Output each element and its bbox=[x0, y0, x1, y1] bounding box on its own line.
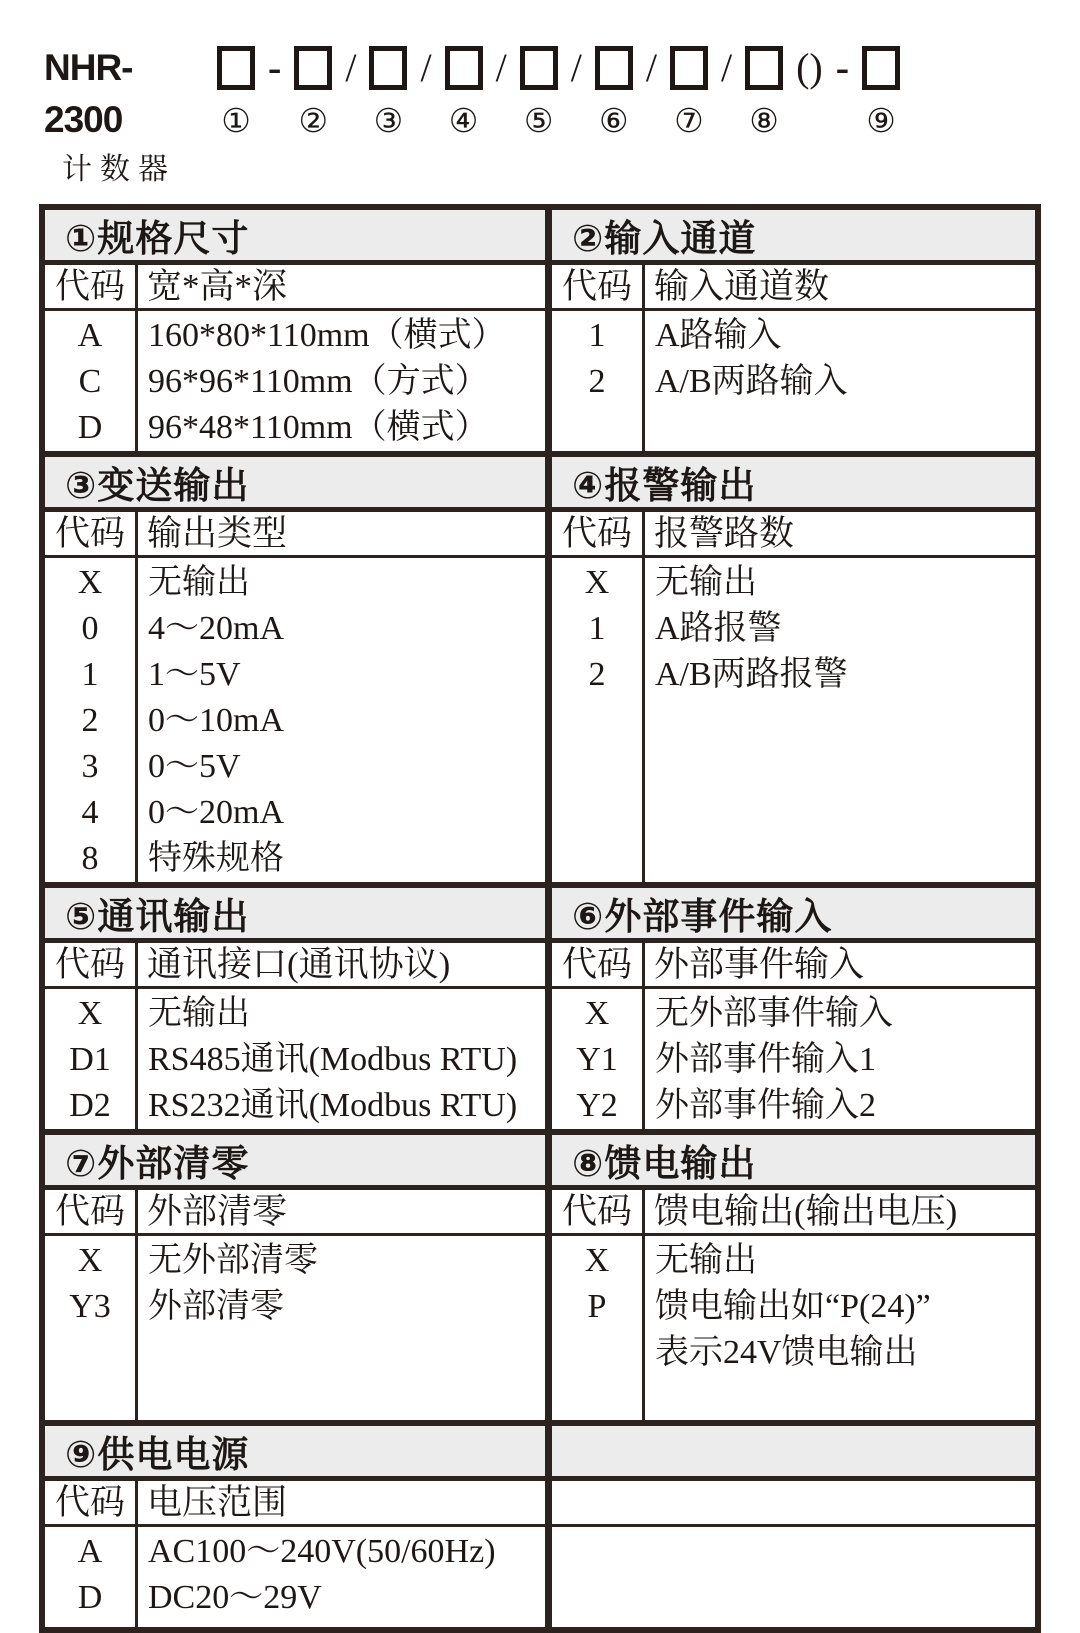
separator-glyph: () bbox=[796, 45, 823, 90]
desc-cell: 0～5V bbox=[148, 748, 241, 785]
table-band-3 bbox=[45, 882, 1035, 1129]
empty-column-header-row bbox=[552, 1481, 1035, 1527]
separator bbox=[345, 42, 356, 144]
separator bbox=[496, 42, 507, 144]
code-box bbox=[217, 46, 255, 90]
code-cell bbox=[552, 1330, 642, 1376]
desc-cell: 无输出 bbox=[655, 1242, 757, 1279]
separator-glyph: - bbox=[835, 45, 850, 90]
code-cell: X bbox=[77, 995, 103, 1032]
desc-cell: A/B两路报警 bbox=[655, 656, 848, 693]
desc-cell: 无输出 bbox=[655, 564, 757, 601]
section-body bbox=[552, 558, 1035, 882]
desc-cell: 外部事件输入1 bbox=[655, 1041, 876, 1078]
empty-section-body bbox=[552, 1527, 1035, 1627]
model-name: NHR-2300 bbox=[44, 47, 133, 140]
box-index-label: ⑦ bbox=[674, 104, 704, 140]
section-body bbox=[45, 989, 545, 1129]
desc-cell: 外部清零 bbox=[148, 1288, 284, 1325]
separator-glyph: / bbox=[420, 45, 432, 90]
separator-glyph: - bbox=[268, 45, 282, 90]
model-block bbox=[44, 42, 194, 188]
desc-cells bbox=[138, 1236, 545, 1420]
code-column-header: 代码 bbox=[552, 512, 645, 555]
ordering-table bbox=[39, 204, 1041, 1633]
code-cell: X bbox=[584, 1242, 610, 1279]
separator-glyph: / bbox=[645, 45, 657, 90]
desc-cell: DC20～29V bbox=[148, 1579, 322, 1616]
empty-section-header bbox=[552, 1426, 1035, 1481]
code-cells bbox=[45, 311, 138, 451]
column-header-row bbox=[45, 512, 545, 558]
section-body bbox=[45, 1527, 545, 1627]
code-slot-6 bbox=[595, 42, 633, 140]
table-band-1 bbox=[45, 210, 1035, 451]
code-box bbox=[670, 46, 708, 90]
section-size bbox=[45, 210, 552, 451]
desc-cell: A路输入 bbox=[655, 317, 782, 354]
box-index-label: ② bbox=[298, 104, 329, 140]
code-column-header: 代码 bbox=[45, 512, 138, 555]
section-body bbox=[45, 558, 545, 882]
code-cell: D bbox=[77, 1579, 103, 1616]
code-column-header: 代码 bbox=[45, 943, 138, 986]
section-header bbox=[552, 888, 1035, 943]
separator-glyph: / bbox=[720, 45, 733, 90]
column-header-row bbox=[45, 1481, 545, 1527]
value-column-header: 电压范围 bbox=[147, 1483, 288, 1522]
desc-cells bbox=[138, 989, 545, 1129]
box-index-label: ④ bbox=[448, 104, 479, 140]
desc-cell: 无输出 bbox=[148, 564, 250, 601]
code-cell: 2 bbox=[81, 702, 99, 739]
section-body bbox=[552, 311, 1035, 451]
code-cells bbox=[45, 989, 138, 1129]
code-cell: D1 bbox=[69, 1041, 111, 1078]
code-cell: X bbox=[77, 564, 103, 601]
code-cell: Y1 bbox=[576, 1041, 618, 1078]
code-cell: A bbox=[77, 317, 103, 354]
section-comm-output bbox=[45, 888, 552, 1129]
section-body bbox=[45, 311, 545, 451]
model-order-line bbox=[0, 0, 1080, 188]
code-box bbox=[862, 46, 900, 90]
section-external-event-input bbox=[552, 888, 1035, 1129]
code-box bbox=[520, 46, 558, 90]
column-header-row bbox=[552, 512, 1035, 558]
column-header-row bbox=[552, 265, 1035, 311]
desc-cell: 4～20mA bbox=[148, 610, 284, 647]
code-box bbox=[369, 46, 407, 90]
desc-cell: 96*48*110mm（横式） bbox=[148, 409, 489, 446]
separator bbox=[721, 42, 732, 144]
code-column-header: 代码 bbox=[552, 265, 645, 308]
code-cell: 2 bbox=[588, 656, 606, 693]
separator-glyph: / bbox=[495, 45, 507, 90]
code-slot-3 bbox=[369, 42, 407, 140]
desc-cell: 0～20mA bbox=[148, 794, 284, 831]
desc-cell: 0～10mA bbox=[148, 702, 284, 739]
table-band-5 bbox=[45, 1420, 1035, 1627]
box-index-label: ⑤ bbox=[523, 104, 554, 140]
code-cell: D bbox=[77, 409, 103, 446]
section-title: ⑦外部清零 bbox=[65, 1143, 250, 1184]
code-slot-8 bbox=[745, 42, 783, 140]
section-body bbox=[45, 1236, 545, 1420]
column-header-row bbox=[552, 943, 1035, 989]
desc-cells bbox=[645, 1236, 1035, 1420]
section-external-reset bbox=[45, 1135, 552, 1420]
code-cells bbox=[552, 989, 645, 1129]
code-cell: 0 bbox=[81, 610, 99, 647]
empty-section bbox=[552, 1426, 1035, 1627]
code-cell: Y3 bbox=[69, 1288, 111, 1325]
desc-cells bbox=[645, 311, 1035, 451]
separator bbox=[646, 42, 657, 144]
code-cell: A bbox=[77, 1533, 103, 1570]
code-cell: X bbox=[77, 1242, 103, 1279]
code-cell: 1 bbox=[81, 656, 99, 693]
value-column-header: 宽*高*深 bbox=[147, 267, 288, 306]
code-column-header: 代码 bbox=[45, 265, 138, 308]
separator-glyph: / bbox=[570, 45, 582, 90]
section-header bbox=[45, 457, 545, 512]
section-title: ⑨供电电源 bbox=[65, 1434, 250, 1475]
value-column-header: 馈电输出(输出电压) bbox=[654, 1192, 958, 1231]
code-cells bbox=[552, 558, 645, 882]
separator bbox=[268, 42, 281, 144]
box-index-label: ⑧ bbox=[749, 104, 779, 140]
section-title: ⑤通讯输出 bbox=[65, 896, 250, 937]
code-slot-9 bbox=[862, 42, 900, 140]
desc-cell: 160*80*110mm（横式） bbox=[148, 317, 506, 354]
table-band-2 bbox=[45, 451, 1035, 882]
desc-cells bbox=[138, 311, 545, 451]
code-slot-4 bbox=[445, 42, 483, 140]
section-header bbox=[552, 1135, 1035, 1190]
code-slot-7 bbox=[670, 42, 708, 140]
desc-cell: 1～5V bbox=[148, 656, 241, 693]
code-cell: 1 bbox=[588, 317, 606, 354]
code-cells bbox=[552, 1236, 645, 1420]
section-header bbox=[45, 1135, 545, 1190]
section-body bbox=[552, 989, 1035, 1129]
value-column-header: 输出类型 bbox=[147, 514, 288, 553]
code-cells bbox=[45, 1527, 138, 1627]
code-column-header: 代码 bbox=[552, 943, 645, 986]
code-cell: X bbox=[584, 564, 610, 601]
section-feed-output bbox=[552, 1135, 1035, 1420]
code-box bbox=[595, 46, 633, 90]
code-cell: 2 bbox=[588, 363, 606, 400]
desc-cell: 馈电输出如“P(24)” bbox=[655, 1288, 931, 1325]
column-header-row bbox=[552, 1190, 1035, 1236]
separator-glyph: / bbox=[345, 45, 357, 90]
code-slot-5 bbox=[520, 42, 558, 140]
section-header bbox=[45, 210, 545, 265]
section-header bbox=[45, 1426, 545, 1481]
code-cells bbox=[552, 311, 645, 451]
section-header bbox=[45, 888, 545, 943]
column-header-row bbox=[45, 1190, 545, 1236]
code-cells bbox=[45, 558, 138, 882]
code-cell: P bbox=[587, 1288, 607, 1325]
code-box bbox=[745, 46, 783, 90]
desc-cell: 无外部事件输入 bbox=[655, 995, 893, 1032]
code-cell: 1 bbox=[588, 610, 606, 647]
model-caption: 计数器 bbox=[62, 153, 176, 186]
column-header-row bbox=[45, 943, 545, 989]
desc-cell: RS232通讯(Modbus RTU) bbox=[148, 1087, 518, 1124]
section-header bbox=[552, 457, 1035, 512]
box-index-label: ⑥ bbox=[599, 104, 629, 140]
desc-cell: A路报警 bbox=[655, 610, 782, 647]
code-cell: X bbox=[584, 995, 610, 1032]
code-slot-2 bbox=[294, 42, 332, 140]
code-cells bbox=[45, 1236, 138, 1420]
desc-cell: 特殊规格 bbox=[148, 840, 284, 877]
code-column-header: 代码 bbox=[45, 1190, 138, 1233]
desc-cell: 无输出 bbox=[148, 995, 250, 1032]
code-slot-1 bbox=[217, 42, 255, 140]
value-column-header: 外部事件输入 bbox=[654, 945, 865, 984]
separator bbox=[796, 42, 823, 144]
box-index-label: ③ bbox=[373, 104, 404, 140]
separator bbox=[836, 42, 849, 144]
section-title: ③变送输出 bbox=[65, 465, 250, 506]
desc-cell: RS485通讯(Modbus RTU) bbox=[148, 1041, 518, 1078]
code-column-header: 代码 bbox=[552, 1190, 645, 1233]
desc-cell: 无外部清零 bbox=[148, 1242, 318, 1279]
code-cell: C bbox=[78, 363, 102, 400]
desc-cell: AC100～240V(50/60Hz) bbox=[148, 1533, 496, 1570]
desc-cells bbox=[645, 558, 1035, 882]
value-column-header: 输入通道数 bbox=[654, 267, 830, 306]
box-index-label: ⑨ bbox=[866, 104, 896, 140]
box-index-label: ① bbox=[221, 104, 251, 140]
desc-cell: A/B两路输入 bbox=[655, 363, 848, 400]
code-cell: 4 bbox=[81, 794, 99, 831]
section-header bbox=[552, 210, 1035, 265]
section-title: ⑥外部事件输入 bbox=[572, 896, 833, 937]
separator bbox=[571, 42, 582, 144]
desc-cell: 96*96*110mm（方式） bbox=[148, 363, 489, 400]
section-title: ②输入通道 bbox=[572, 218, 757, 259]
value-column-header: 外部清零 bbox=[147, 1192, 288, 1231]
code-cell: 8 bbox=[81, 840, 99, 877]
code-box bbox=[445, 46, 483, 90]
section-title: ⑧馈电输出 bbox=[572, 1143, 757, 1184]
desc-cells bbox=[138, 558, 545, 882]
desc-cells bbox=[645, 989, 1035, 1129]
table-band-4 bbox=[45, 1129, 1035, 1420]
section-input-channels bbox=[552, 210, 1035, 451]
value-column-header: 通讯接口(通讯协议) bbox=[147, 945, 451, 984]
section-transmit-output bbox=[45, 457, 552, 882]
code-cell: Y2 bbox=[576, 1087, 618, 1124]
code-box bbox=[294, 46, 332, 90]
code-cell: D2 bbox=[69, 1087, 111, 1124]
column-header-row bbox=[45, 265, 545, 311]
code-column-header: 代码 bbox=[45, 1481, 138, 1524]
code-cell: 3 bbox=[81, 748, 99, 785]
section-alarm-output bbox=[552, 457, 1035, 882]
section-title: ①规格尺寸 bbox=[65, 218, 250, 259]
desc-cell: 外部事件输入2 bbox=[655, 1087, 876, 1124]
value-column-header: 报警路数 bbox=[654, 514, 795, 553]
desc-cells bbox=[138, 1527, 545, 1627]
section-body bbox=[552, 1236, 1035, 1420]
section-title: ④报警输出 bbox=[572, 465, 757, 506]
separator bbox=[420, 42, 431, 144]
desc-cell: 表示24V馈电输出 bbox=[655, 1334, 918, 1371]
section-power-supply bbox=[45, 1426, 552, 1627]
